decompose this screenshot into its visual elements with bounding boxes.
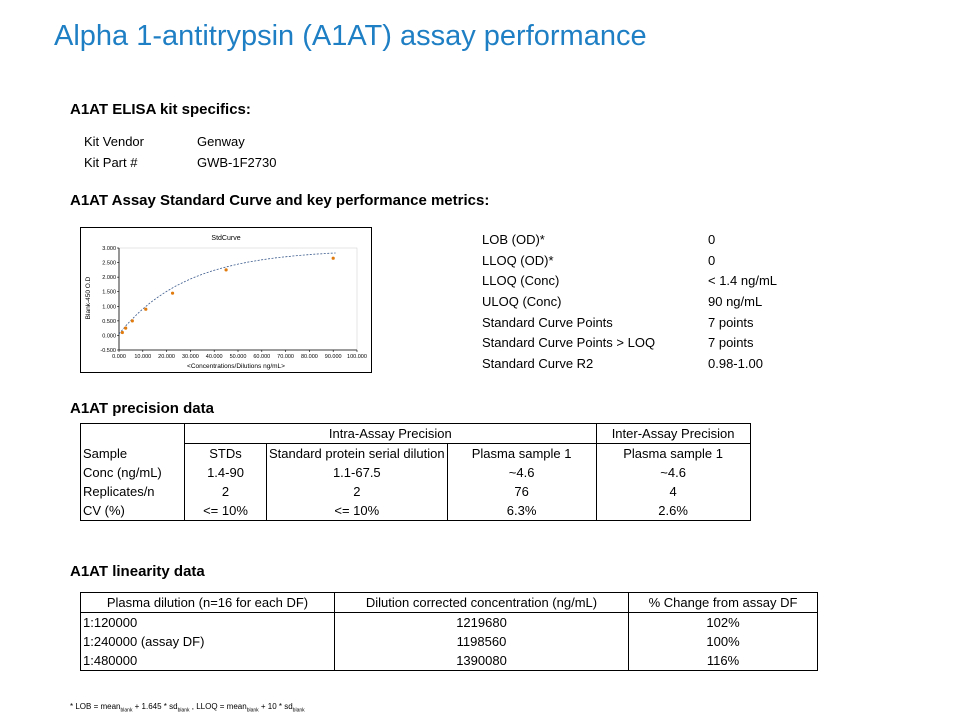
kit-vendor-value: Genway: [197, 134, 245, 149]
x-tick-label: 100.000: [347, 354, 367, 360]
precision-table: [80, 423, 751, 521]
footnote-sep: , LLOQ = mean: [189, 702, 247, 711]
metric-row: [482, 312, 777, 333]
kit-part-label: Kit Part #: [84, 155, 138, 170]
row-label-cell: Sample: [81, 444, 185, 464]
curve-heading: A1AT Assay Standard Curve and key performance metrics:: [70, 192, 490, 209]
y-tick-label: 2.000: [102, 275, 116, 282]
data-point: [225, 268, 228, 271]
data-point: [144, 308, 147, 311]
table-cell: 2: [267, 482, 448, 501]
table-cell: Plasma dilution (n=16 for each DF): [81, 593, 335, 613]
table-cell: 102%: [629, 613, 818, 633]
chart-title: StdCurve: [211, 235, 241, 242]
x-tick-label: 70.000: [277, 354, 295, 360]
data-point: [124, 327, 127, 330]
std-curve-svg: [81, 228, 371, 372]
y-tick-label: 0.500: [102, 318, 116, 325]
y-tick-label: 0.000: [102, 333, 116, 340]
data-point: [121, 331, 124, 334]
x-tick-label: 30.000: [181, 354, 199, 360]
data-point: [171, 292, 174, 295]
table-row: [81, 613, 818, 633]
metric-value: 7 points: [708, 314, 754, 330]
metric-label: Standard Curve Points: [482, 314, 613, 330]
precision-corner-cell: [81, 424, 185, 444]
metric-row: [482, 353, 777, 374]
precision-header-row: [81, 444, 751, 464]
y-tick-label: -0.500: [100, 348, 116, 354]
kit-vendor-label: Kit Vendor: [84, 134, 144, 149]
x-tick-label: 90.000: [324, 354, 342, 360]
table-cell: 1198560: [335, 632, 629, 651]
table-cell: 2: [185, 482, 267, 501]
row-label-cell: Conc (ng/mL): [81, 463, 185, 482]
metric-value: 90 ng/mL: [708, 293, 763, 309]
chart-x-label: <Concentrations/Dilutions ng/mL>: [187, 363, 285, 370]
metric-row: [482, 229, 777, 250]
metric-value: 0.98-1.00: [708, 355, 763, 371]
table-cell: 2.6%: [596, 501, 750, 521]
footnote-lob-mid: + 1.645 * sd: [132, 702, 178, 711]
table-cell: Dilution corrected concentration (ng/mL): [335, 593, 629, 613]
std-curve-chart: [80, 227, 372, 373]
inter-assay-group: Inter-Assay Precision: [596, 424, 750, 444]
table-cell: Plasma sample 1: [596, 444, 750, 464]
table-cell: 100%: [629, 632, 818, 651]
table-cell: % Change from assay DF: [629, 593, 818, 613]
x-tick-label: 10.000: [134, 354, 152, 360]
table-cell: 4: [596, 482, 750, 501]
linearity-table: [80, 592, 818, 671]
table-row: [81, 632, 818, 651]
table-cell: 1:480000: [81, 651, 335, 671]
table-cell: Plasma sample 1: [447, 444, 596, 464]
precision-group-row: [81, 424, 751, 444]
table-cell: 1390080: [335, 651, 629, 671]
table-cell: ~4.6: [596, 463, 750, 482]
y-tick-label: 3.000: [102, 246, 116, 252]
x-tick-label: 40.000: [205, 354, 223, 360]
table-cell: 1219680: [335, 613, 629, 633]
metrics-table: [482, 229, 777, 374]
table-cell: 1.4-90: [185, 463, 267, 482]
x-tick-label: 0.000: [112, 354, 126, 360]
y-tick-label: 1.000: [102, 304, 116, 311]
x-tick-label: 60.000: [253, 354, 271, 360]
metric-row: [482, 291, 777, 312]
metric-row: [482, 332, 777, 353]
data-point: [131, 319, 134, 322]
metric-value: < 1.4 ng/mL: [708, 273, 778, 289]
table-cell: ~4.6: [447, 463, 596, 482]
table-cell: Standard protein serial dilution: [267, 444, 448, 464]
row-label-cell: Replicates/n: [81, 482, 185, 501]
x-tick-label: 20.000: [158, 354, 176, 360]
footnote-sub: blank: [120, 707, 133, 714]
page-title: Alpha 1-antitrypsin (A1AT) assay performance: [54, 20, 647, 52]
metric-value: 0: [708, 252, 716, 268]
metric-value: 0: [708, 231, 716, 247]
table-row: [81, 482, 751, 501]
metric-value: 7 points: [708, 335, 754, 351]
row-label-cell: CV (%): [81, 501, 185, 521]
table-cell: 1:120000: [81, 613, 335, 633]
table-cell: <= 10%: [185, 501, 267, 521]
table-cell: 1.1-67.5: [267, 463, 448, 482]
y-tick-label: 1.500: [102, 289, 116, 296]
footnote-sub: blank: [246, 707, 259, 714]
metric-label: LOB (OD)*: [482, 231, 545, 247]
linearity-header-row: [81, 593, 818, 613]
linearity-heading: A1AT linearity data: [70, 563, 205, 580]
table-cell: <= 10%: [267, 501, 448, 521]
metric-label: Standard Curve R2: [482, 355, 594, 371]
table-cell: 6.3%: [447, 501, 596, 521]
table-row: [81, 501, 751, 521]
table-cell: 116%: [629, 651, 818, 671]
metric-row: [482, 270, 777, 291]
table-cell: 1:240000 (assay DF): [81, 632, 335, 651]
metric-label: ULOQ (Conc): [482, 293, 562, 309]
footnote-lob: * LOB = mean: [70, 702, 121, 711]
x-tick-label: 50.000: [229, 354, 247, 360]
kit-heading: A1AT ELISA kit specifics:: [70, 101, 251, 118]
table-row: [81, 463, 751, 482]
footnote-sub: blank: [177, 707, 190, 714]
footnote-sub: blank: [292, 707, 305, 714]
kit-part-value: GWB-1F2730: [197, 155, 277, 170]
chart-y-label: Blank-450 O.D: [85, 276, 92, 320]
metric-label: LLOQ (OD)*: [482, 252, 554, 268]
footnote-lloq-mid: + 10 * sd: [258, 702, 293, 711]
table-cell: 76: [447, 482, 596, 501]
data-point: [332, 257, 335, 260]
metric-label: Standard Curve Points > LOQ: [482, 335, 656, 351]
x-tick-label: 80.000: [300, 354, 318, 360]
footnote: [70, 702, 305, 714]
table-cell: STDs: [185, 444, 267, 464]
metric-row: [482, 250, 777, 271]
precision-heading: A1AT precision data: [70, 400, 214, 417]
y-tick-label: 2.500: [102, 260, 116, 267]
metric-label: LLOQ (Conc): [482, 273, 560, 289]
fit-curve: [119, 253, 336, 334]
plot-area: [119, 248, 357, 350]
intra-assay-group: Intra-Assay Precision: [185, 424, 597, 444]
table-row: [81, 651, 818, 671]
